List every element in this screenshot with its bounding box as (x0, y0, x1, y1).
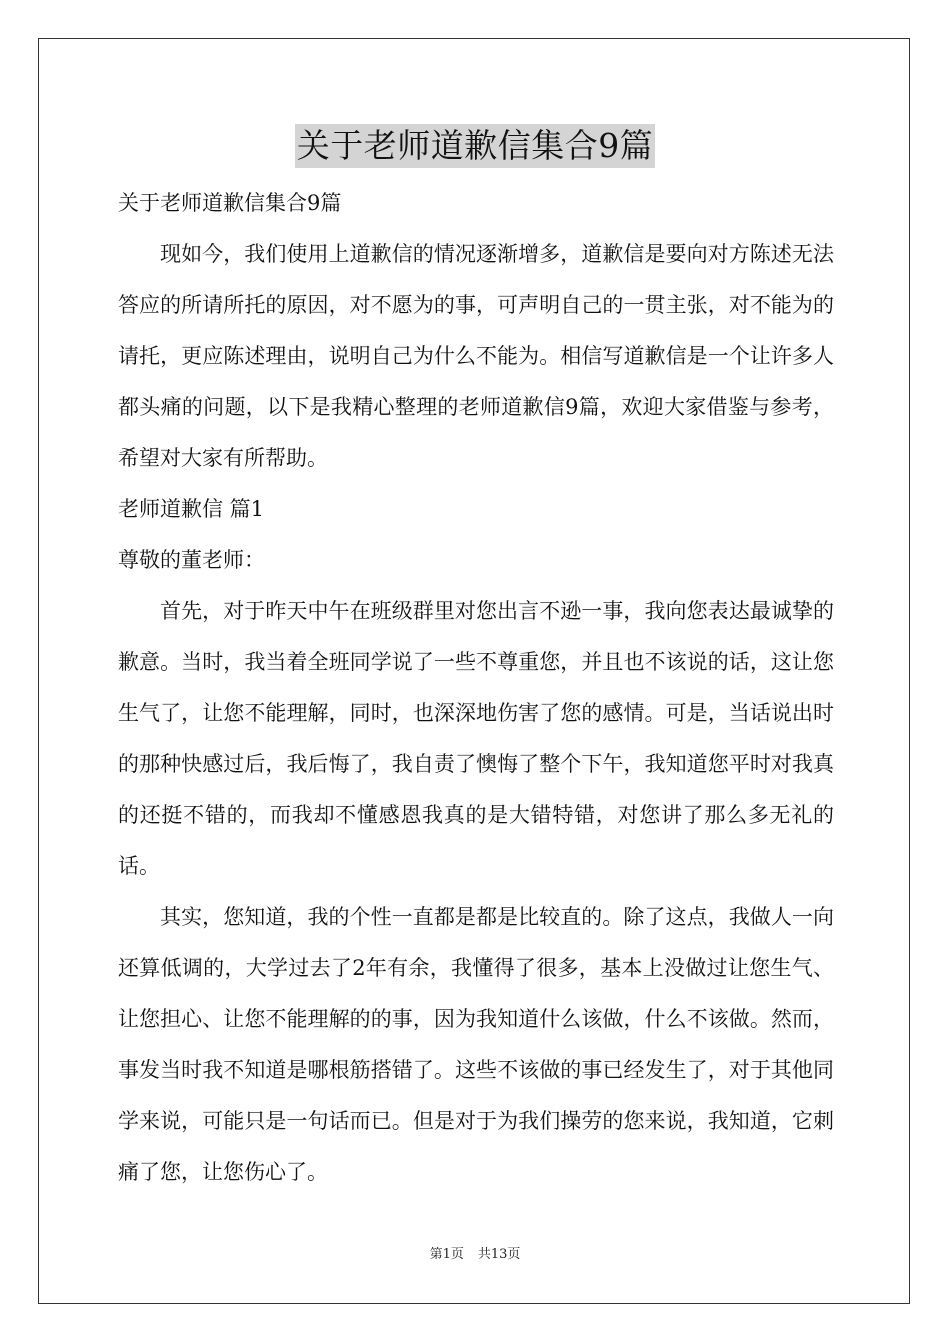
body-paragraph: 首先，对于昨天中午在班级群里对您出言不逊一事，我向您表达最诚挚的歉意。当时，我当着全班同学说了一些不尊重您，并且也不该说的话，这让您生气了，让您不能理解，同时，也深深地伤害了您的感情。可是，当话说出时的那种快感过后，我后悔了，我自责了懊悔了整个下午，我知道您平时对我真的还挺不错的，而我却不懂感恩我真的是大错特错，对您讲了那么多无礼的话。 (118, 599, 834, 878)
title-wrap (0, 124, 950, 168)
document-subtitle: 关于老师道歉信集合9篇 (118, 191, 342, 215)
body-paragraph: 其实，您知道，我的个性一直都是都是比较直的。除了这点，我做人一向还算低调的，大学过去了2年有余，我懂得了很多，基本上没做过让您生气、让您担心、让您不能理解的的事，因为我知道什么该做，什么不该做。然而，事发当时我不知道是哪根筋搭错了。这些不该做的事已经发生了，对于其他同学来说，可能只是一句话而已。但是对于为我们操劳的您来说，我知道，它刺痛了您，让您伤心了。 (118, 905, 834, 1184)
section-heading: 老师道歉信 篇1 (118, 497, 265, 521)
page-footer (0, 1246, 950, 1264)
document-body (118, 178, 834, 1198)
page-total: 共13页 (477, 1247, 521, 1262)
document-title: 关于老师道歉信集合9篇 (295, 124, 656, 168)
salutation: 尊敬的董老师： (118, 548, 265, 572)
intro-paragraph: 现如今，我们使用上道歉信的情况逐渐增多，道歉信是要向对方陈述无法答应的所请所托的原因，对不愿为的事，可声明自己的一贯主张，对不能为的请托，更应陈述理由，说明自己为什么不能为。相信写道歉信是一个让许多人都头痛的问题，以下是我精心整理的老师道歉信9篇，欢迎大家借鉴与参考，希望对大家有所帮助。 (118, 242, 834, 470)
page-number: 第1页 (429, 1247, 464, 1262)
